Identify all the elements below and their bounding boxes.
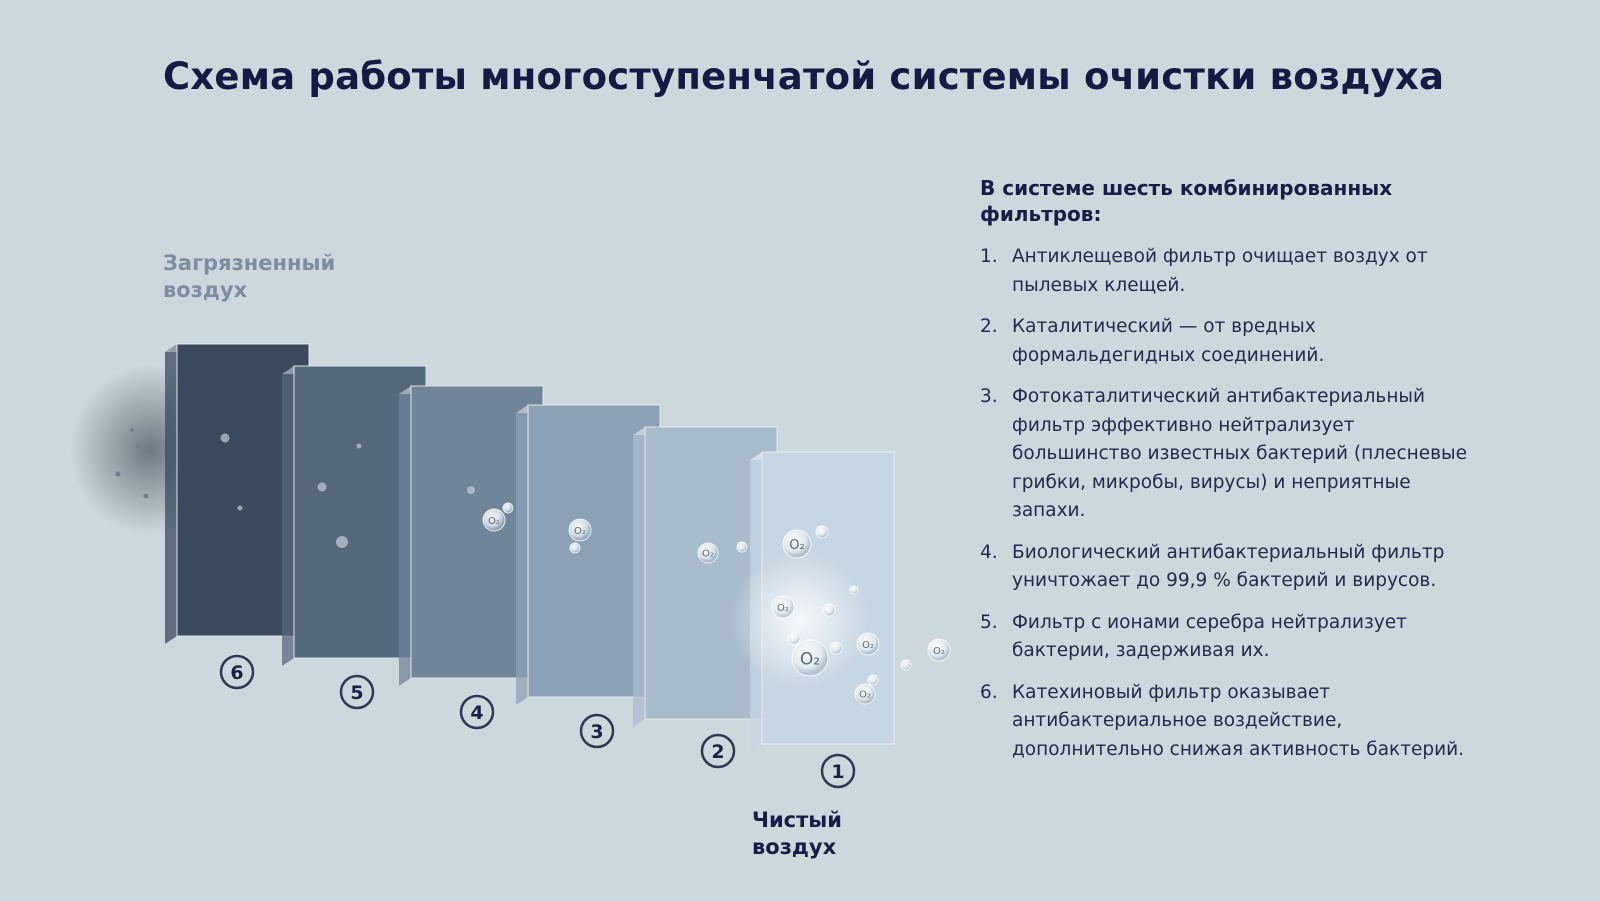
filter-description-text: Фотокаталитический антибактериальный фильтр эффективно нейтрализует большинство известных бактерий (плесневые грибки, микробы, вирусы) и неприятные запахи.	[1012, 386, 1467, 521]
oxygen-label: O₂	[862, 639, 874, 651]
oxygen-molecule	[483, 509, 505, 531]
oxygen-molecule	[901, 660, 911, 670]
filter-panel-side	[282, 366, 294, 666]
filter-description-1	[980, 243, 1470, 300]
clean-air-label-line2: воздух	[752, 835, 837, 859]
oxygen-bubble	[737, 542, 747, 552]
oxygen-label: O₂	[488, 515, 500, 527]
filter-description-number: 4.	[980, 541, 998, 563]
oxygen-molecule	[772, 596, 794, 618]
oxygen-molecule	[868, 675, 878, 685]
filter-number-badge	[461, 696, 493, 728]
oxygen-label: O₂	[777, 602, 789, 614]
oxygen-molecule	[783, 530, 811, 558]
oxygen-molecule	[570, 543, 580, 553]
oxygen-label: O₂	[799, 649, 821, 670]
filter-panel-side	[165, 344, 177, 644]
oxygen-label: O₂	[933, 645, 945, 657]
oxygen-molecule	[823, 604, 835, 616]
badge-number: 6	[230, 662, 244, 684]
filter-description-text: Катехиновый фильтр оказывает антибактериальное воздействие, дополнительно снижая активность бактерий.	[1012, 681, 1465, 760]
filter-description-5	[980, 609, 1470, 666]
badge-number: 4	[470, 702, 484, 724]
oxygen-molecule	[569, 519, 591, 541]
oxygen-bubble	[868, 675, 878, 685]
oxygen-bubble	[816, 526, 828, 538]
dirty-air-label	[163, 250, 335, 304]
badge-number: 5	[350, 682, 364, 704]
oxygen-label: O₂	[574, 525, 586, 537]
particle	[467, 486, 475, 494]
oxygen-molecule	[816, 526, 828, 538]
clean-air-label	[752, 807, 842, 861]
filter-panel-side	[633, 427, 645, 727]
filter-description-number: 1.	[980, 246, 998, 267]
dirty-air-label-line1: Загрязненный	[163, 251, 336, 275]
filter-description-number: 5.	[980, 611, 998, 633]
filter-description-text: Антиклещевой фильтр очищает воздух от пылевых клещей.	[1012, 246, 1428, 296]
oxygen-label: O₂	[859, 689, 871, 701]
filters-heading: В системе шесть комбинированных фильтров:	[980, 176, 1393, 226]
filter-panel-side	[516, 405, 528, 705]
oxygen-molecule	[857, 633, 879, 655]
filter-description-text: Фильтр с ионами серебра нейтрализует бактерии, задерживая их.	[1012, 611, 1407, 661]
oxygen-bubble	[823, 604, 835, 616]
oxygen-bubble	[503, 503, 513, 513]
filters-description	[980, 175, 1470, 777]
dust-particle	[144, 494, 149, 499]
filter-description-3	[980, 383, 1470, 526]
filter-description-2	[980, 313, 1470, 370]
filter-number-badge	[341, 676, 373, 708]
oxygen-molecule	[850, 586, 858, 594]
filter-description-number: 3.	[980, 386, 998, 407]
oxygen-molecule	[830, 642, 842, 654]
filter-description-text: Биологический антибактериальный фильтр уничтожает до 99,9 % бактерий и вирусов.	[1012, 541, 1445, 591]
badge-number: 1	[831, 761, 845, 783]
oxygen-molecule	[928, 639, 950, 661]
filter-number-badge	[221, 656, 253, 688]
oxygen-molecule	[792, 640, 828, 676]
oxygen-molecule	[737, 542, 747, 552]
clean-air-label-line1: Чистый	[752, 808, 843, 832]
oxygen-molecule	[698, 543, 718, 563]
oxygen-bubble	[830, 642, 842, 654]
particle	[318, 483, 327, 492]
filter-number-badge	[702, 735, 734, 767]
dust-particle	[130, 428, 134, 432]
filter-description-4	[980, 539, 1470, 596]
particle	[238, 506, 243, 511]
dirty-air-label-line2: воздух	[163, 278, 248, 302]
oxygen-label: O₂	[789, 537, 805, 553]
oxygen-molecule	[855, 684, 875, 704]
page-title: Схема работы многоступенчатой системы очистки воздуха	[163, 54, 1445, 98]
filter-description-text: Каталитический — от вредных формальдегидных соединений.	[1012, 316, 1325, 366]
badge-number: 2	[711, 741, 725, 763]
filter-number-badge	[581, 715, 613, 747]
filter-description-number: 6.	[980, 681, 998, 703]
dust-particle	[136, 444, 141, 449]
oxygen-molecule	[788, 632, 800, 644]
filter-description-6	[980, 679, 1470, 765]
filter-panel-side	[399, 386, 411, 686]
filters-list	[980, 243, 1470, 764]
oxygen-bubble	[901, 660, 911, 670]
particle	[336, 536, 348, 548]
oxygen-label: O₂	[702, 548, 714, 560]
dust-particle	[116, 472, 121, 477]
particle	[221, 434, 230, 443]
oxygen-bubble	[850, 586, 858, 594]
filter-description-number: 2.	[980, 316, 998, 337]
badge-number: 3	[590, 721, 604, 743]
filter-number-badge	[822, 755, 854, 787]
oxygen-molecule	[503, 503, 513, 513]
oxygen-bubble	[570, 543, 580, 553]
oxygen-bubble	[788, 632, 800, 644]
particle	[357, 444, 362, 449]
